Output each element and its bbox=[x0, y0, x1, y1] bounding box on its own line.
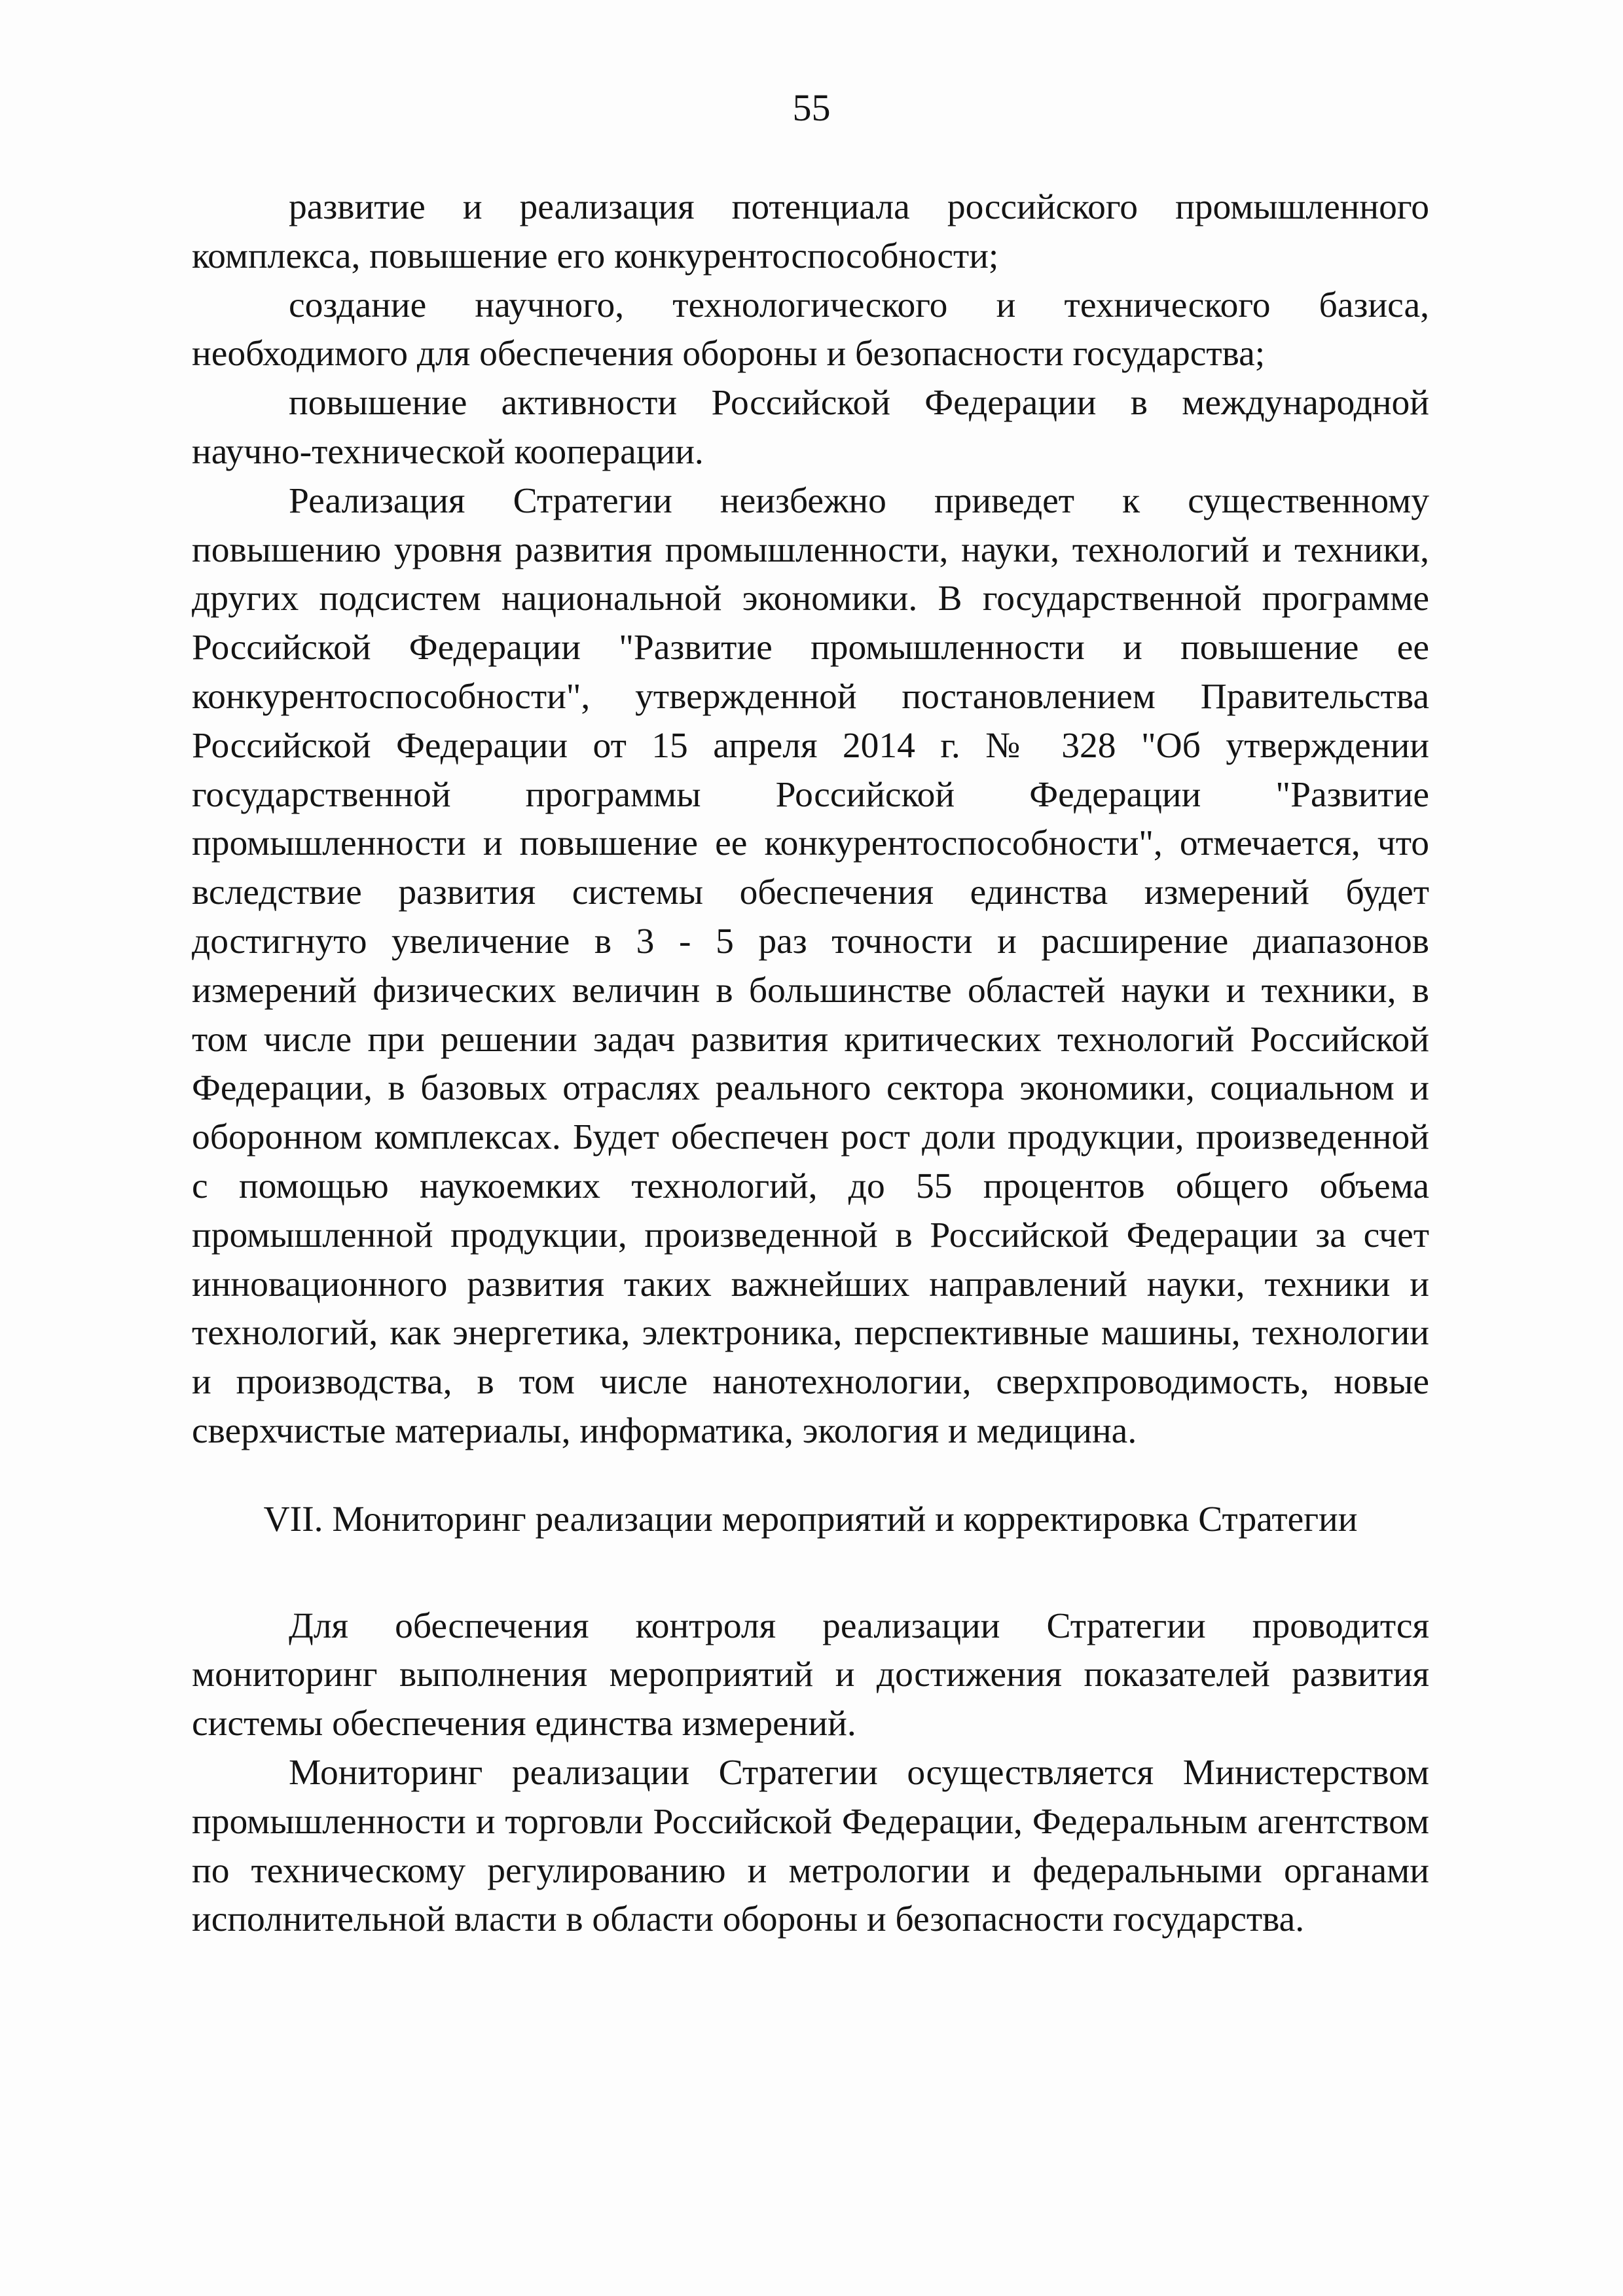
section-heading: VII. Мониторинг реализации мероприятий и корректировка Стратегии bbox=[263, 1499, 1358, 1539]
body-paragraph: повышение активности Российской Федерации в международной научно-технической кооперации. bbox=[192, 383, 1429, 472]
page-number: 55 bbox=[792, 86, 831, 129]
body-paragraph: Мониторинг реализации Стратегии осуществляется Министерством промышленности и торговли Российской Федерации, Федеральным агентством по техническому регулированию и метрологии и федеральными органами исполнительной власти в области обороны и безопасности государства. bbox=[192, 1752, 1429, 1940]
paragraphs-after-heading bbox=[192, 1602, 1429, 1945]
document-body bbox=[192, 183, 1429, 1945]
body-paragraph: Для обеспечения контроля реализации Стратегии проводится мониторинг выполнения мероприятий и достижения показателей развития системы обеспечения единства измерений. bbox=[192, 1605, 1429, 1744]
body-paragraph: создание научного, технологического и технического базиса, необходимого для обеспечения обороны и безопасности государства; bbox=[192, 285, 1429, 374]
paragraphs-before-heading bbox=[192, 183, 1429, 1456]
body-paragraph: Реализация Стратегии неизбежно приведет к существенному повышению уровня развития промышленности, науки, технологий и техники, других подсистем национальной экономики. В государственной программе Российской Федерации "Развитие промышленности и повышение ее конкурентоспособности", утвержденной постановлением Правительства Российской Федерации от 15 апреля 2014 г. № 328 "Об утверждении государственной программы Российской Федерации "Развитие промышленности и повышение ее конкурентоспособности", отмечается, что вследствие развития системы обеспечения единства измерений будет достигнуто увеличение в 3 - 5 раз точности и расширение диапазонов измерений физических величин в большинстве областей науки и техники, в том числе при решении задач развития критических технологий Российской Федерации, в базовых отраслях реального сектора экономики, социальном и оборонном комплексах. Будет обеспечен рост доли продукции, произведенной с помощью наукоемких технологий, до 55 процентов общего объема промышленной продукции, произведенной в Российской Федерации за счет инновационного развития таких важнейших направлений науки, техники и технологий, как энергетика, электроника, перспективные машины, технологии и производства, в том числе нанотехнологии, сверхпроводимость, новые сверхчистые материалы, информатика, экология и медицина. bbox=[192, 480, 1429, 1451]
body-paragraph: развитие и реализация потенциала российского промышленного комплекса, повышение его конкурентоспособности; bbox=[192, 187, 1429, 276]
